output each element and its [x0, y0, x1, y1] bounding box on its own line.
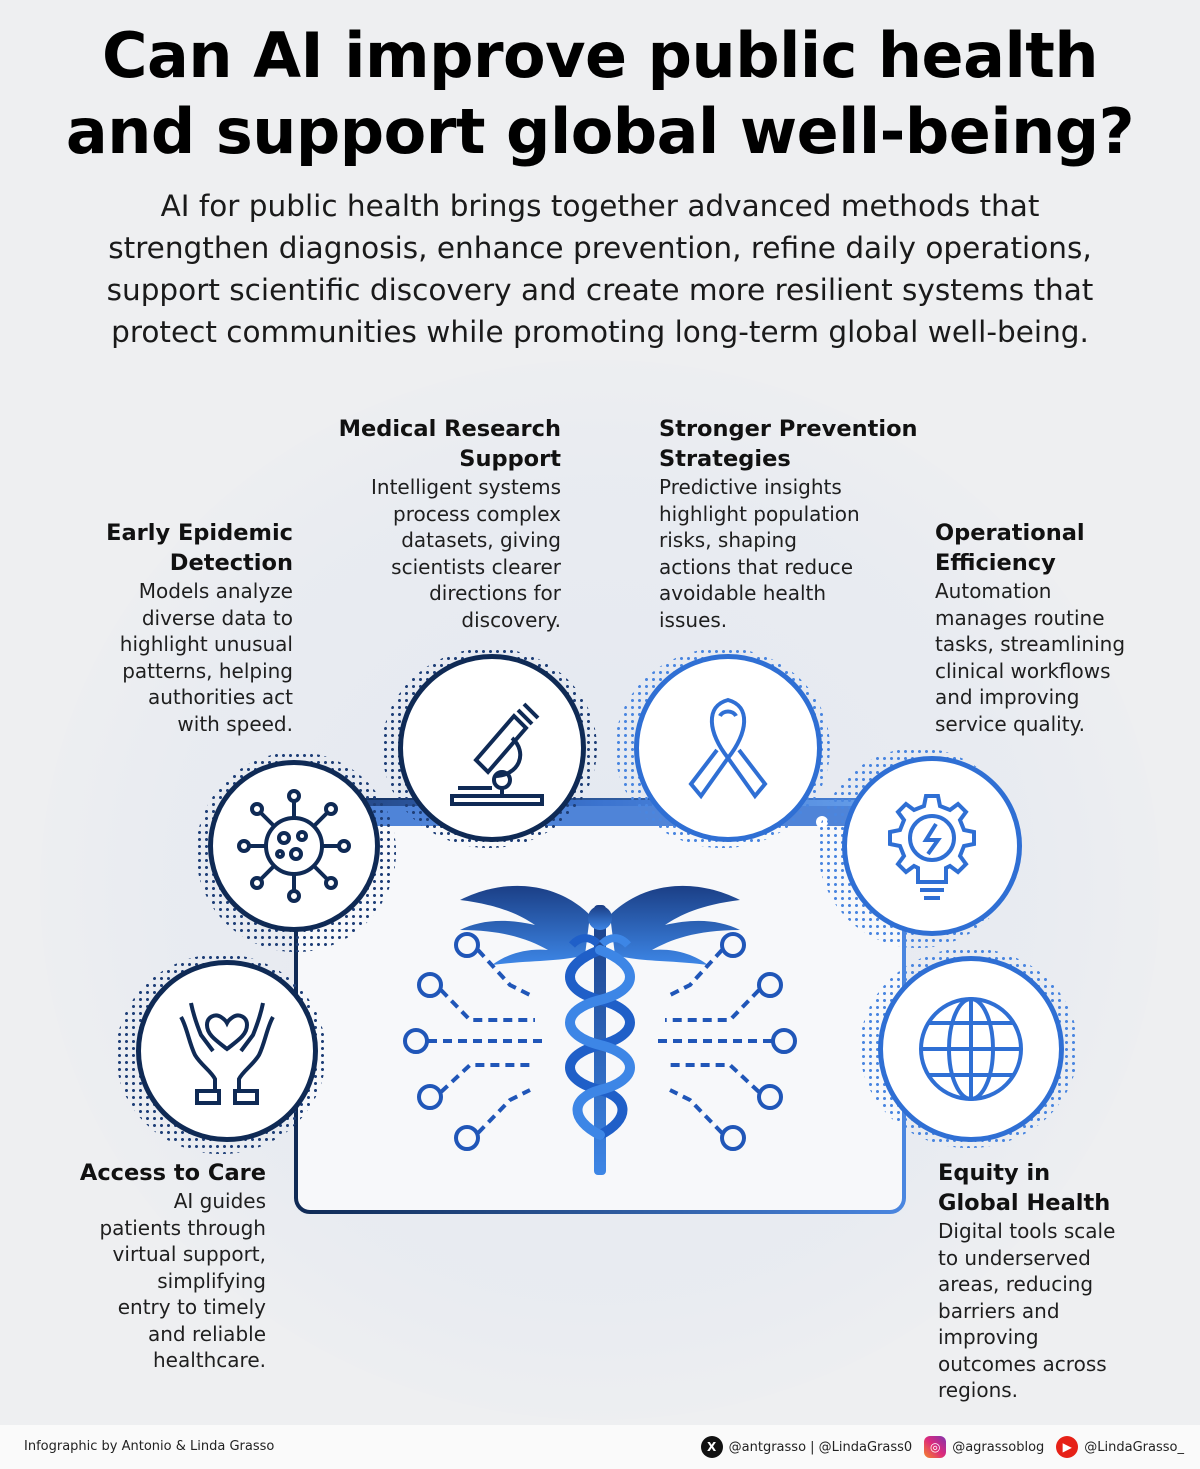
early-heading-2: Detection — [169, 550, 293, 576]
access-body-2: patients through — [99, 1215, 266, 1240]
circle-operational — [842, 756, 1022, 936]
item-early-epidemic — [60, 518, 293, 737]
instagram-handle[interactable]: @agrassoblog — [952, 1439, 1045, 1455]
research-body-2: process complex — [393, 501, 561, 526]
intro-line-4: protect communities while promoting long-term global well-being. — [111, 314, 1089, 349]
prevention-body-2: highlight population — [659, 501, 860, 526]
research-body-5: directions for — [429, 581, 561, 605]
prevention-body-1: Predictive insights — [659, 475, 842, 499]
operational-body-5: and improving — [935, 685, 1080, 709]
access-body-4: simplifying — [157, 1268, 266, 1293]
item-medical-research — [300, 414, 561, 633]
circle-equity — [878, 956, 1064, 1142]
equity-body-5: improving — [938, 1325, 1039, 1349]
research-body-1: Intelligent systems — [371, 475, 561, 499]
operational-heading-2: Efficiency — [935, 550, 1056, 576]
operational-heading-1: Operational — [935, 520, 1085, 546]
early-body-5: authorities act — [147, 685, 293, 709]
intro-line-2: strengthen diagnosis, enhance prevention, refine daily operations, — [108, 230, 1092, 265]
footer-credit: Infographic by Antonio & Linda Grasso — [24, 1439, 275, 1454]
youtube-handle[interactable]: @LindaGrasso_ — [1084, 1439, 1184, 1455]
equity-body-6: outcomes across — [938, 1351, 1107, 1376]
globe-icon — [911, 989, 1031, 1109]
early-body-4: patterns, helping — [122, 658, 293, 683]
access-body-6: and reliable — [148, 1321, 266, 1346]
circle-medical-research — [398, 654, 586, 842]
early-body-1: Models analyze — [138, 579, 293, 603]
research-body-6: discovery. — [461, 607, 561, 632]
equity-body-1: Digital tools scale — [938, 1219, 1116, 1243]
virus-icon — [234, 786, 354, 906]
prevention-body-3: risks, shaping — [659, 528, 797, 552]
footer — [0, 1425, 1200, 1469]
circle-access-care — [136, 960, 318, 1142]
item-prevention — [659, 414, 949, 633]
equity-heading-1: Equity in — [938, 1160, 1051, 1186]
access-body-1: AI guides — [173, 1189, 266, 1213]
intro-line-1: AI for public health brings together advanced methods that — [160, 189, 1040, 223]
prevention-body-6: issues. — [659, 607, 728, 632]
operational-body-2: manages routine — [935, 605, 1105, 630]
operational-body-4: clinical workflows — [935, 658, 1111, 683]
early-body-2: diverse data to — [141, 605, 293, 630]
gear-bulb-icon — [872, 786, 992, 906]
prevention-body-5: avoidable health — [659, 581, 827, 605]
research-heading-2: Support — [459, 446, 561, 472]
instagram-icon[interactable]: ◎ — [924, 1436, 946, 1458]
item-operational — [935, 518, 1175, 737]
circle-prevention — [634, 654, 822, 842]
equity-body-4: barriers and — [938, 1298, 1060, 1323]
access-body-7: healthcare. — [152, 1348, 266, 1372]
circle-early-epidemic — [208, 760, 380, 932]
equity-body-3: areas, reducing — [938, 1272, 1094, 1296]
operational-body-1: Automation — [935, 579, 1052, 603]
access-body-3: virtual support, — [112, 1242, 266, 1266]
prevention-heading-2: Strategies — [659, 446, 791, 472]
hands-heart-icon — [167, 991, 287, 1111]
ribbon-icon — [673, 688, 783, 808]
microscope-icon — [432, 688, 552, 808]
equity-body-2: to underserved — [938, 1245, 1091, 1270]
x-icon[interactable]: X — [701, 1436, 723, 1458]
operational-body-3: tasks, streamlining — [935, 632, 1126, 656]
operational-body-6: service quality. — [935, 711, 1085, 736]
early-body-3: highlight unusual — [119, 632, 293, 656]
item-access-care — [40, 1158, 266, 1374]
youtube-icon[interactable]: ▶ — [1056, 1436, 1078, 1458]
research-body-3: datasets, giving — [401, 528, 561, 552]
x-handle[interactable]: @antgrasso | @LindaGrass0 — [728, 1439, 913, 1455]
title-line-1: Can AI improve public health — [102, 19, 1098, 92]
title-line-2: and support global well-being? — [65, 95, 1135, 169]
item-equity — [938, 1158, 1178, 1404]
access-heading-1: Access to Care — [79, 1160, 266, 1186]
intro-line-3: support scientific discovery and create more resilient systems that — [106, 272, 1094, 307]
research-body-4: scientists clearer — [391, 554, 561, 579]
early-heading-1: Early Epidemic — [106, 520, 293, 546]
prevention-body-4: actions that reduce — [659, 554, 854, 579]
equity-body-7: regions. — [938, 1378, 1019, 1402]
equity-heading-2: Global Health — [938, 1190, 1111, 1216]
early-body-6: with speed. — [177, 711, 293, 736]
access-body-5: entry to timely — [117, 1295, 266, 1319]
research-heading-1: Medical Research — [338, 416, 561, 442]
footer-socials — [701, 1436, 1184, 1458]
prevention-heading-1: Stronger Prevention — [659, 416, 918, 442]
